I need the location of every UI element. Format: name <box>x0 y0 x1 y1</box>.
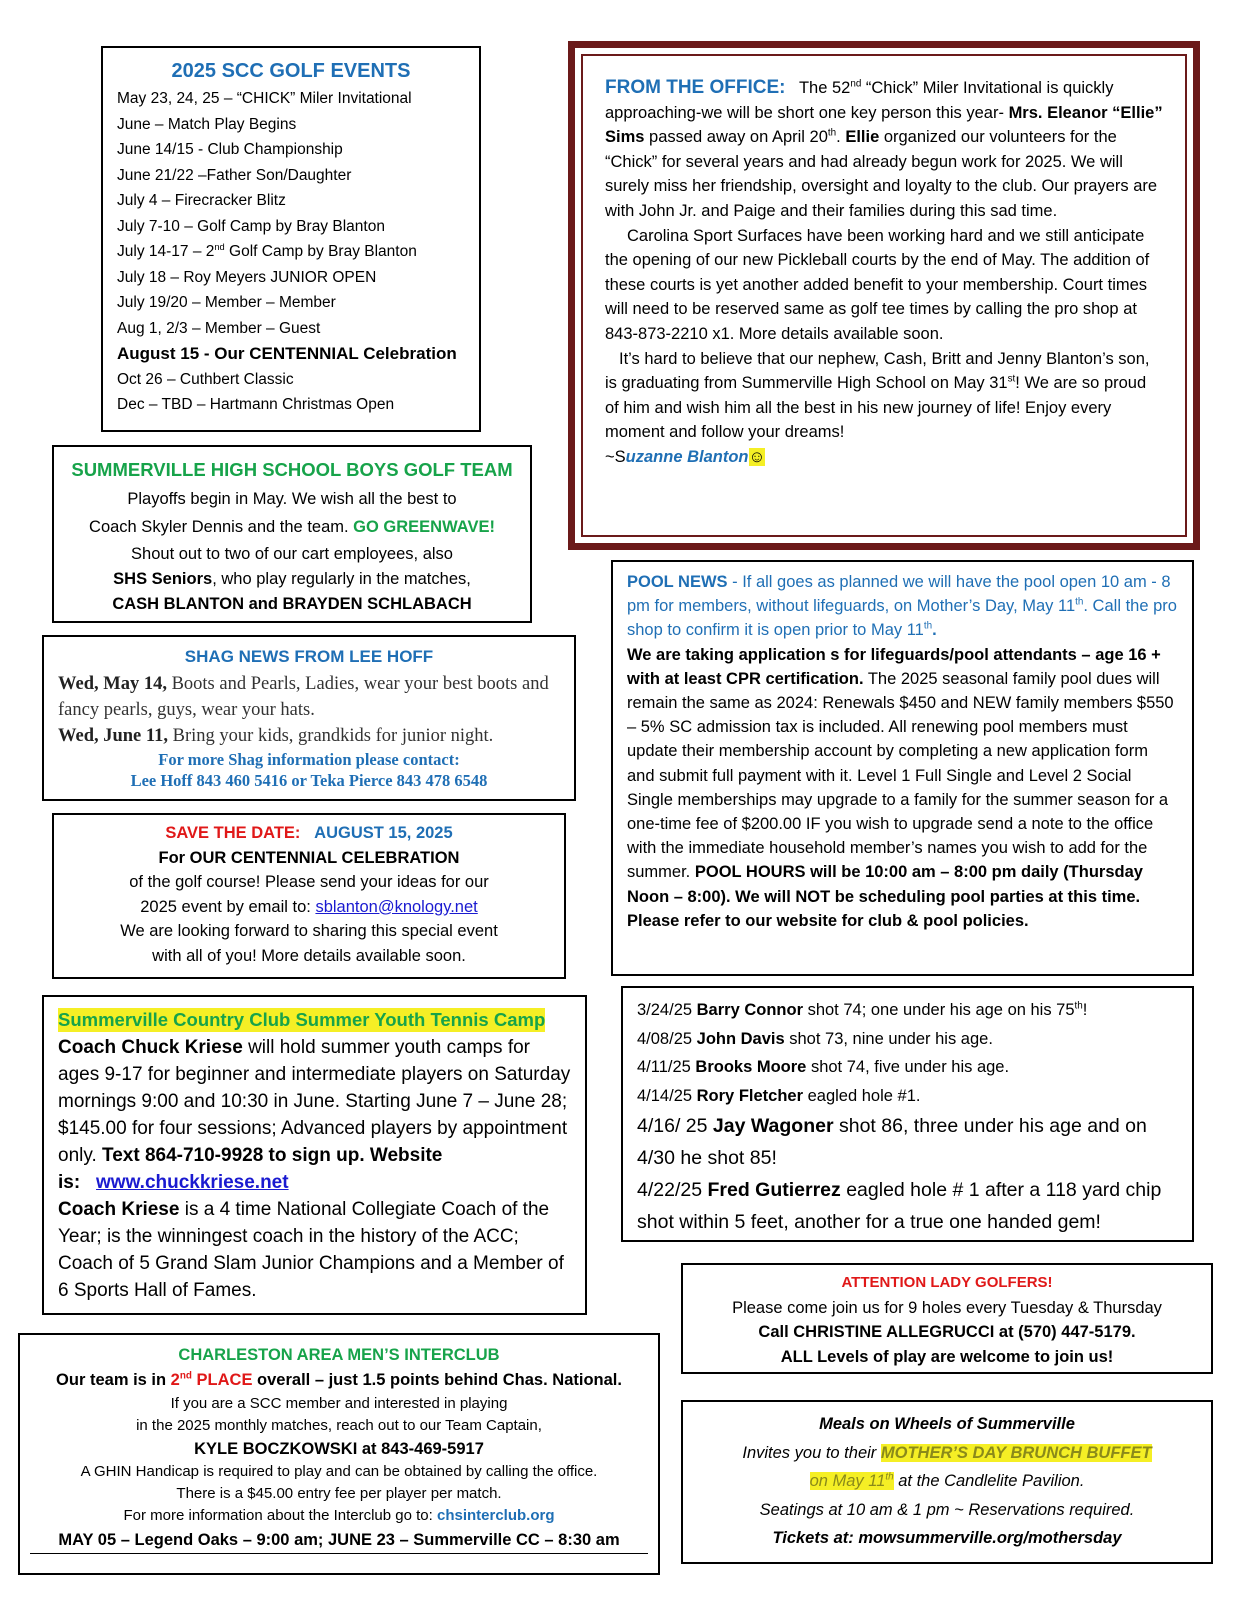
lady-golfers-line: ALL Levels of play are welcome to join us! <box>780 1347 1114 1366</box>
golf-event-item: July 4 – Firecracker Blitz <box>117 192 286 209</box>
high-school-golf-box <box>52 445 532 623</box>
golf-achievements-box <box>621 986 1194 1242</box>
meals-on-wheels-box <box>681 1400 1213 1564</box>
office-paragraph-1: FROM THE OFFICE: The 52nd “Chick” Miler Invitational is quickly approaching-we will be short one key person this year- Mrs. Eleanor “Ellie” Sims passed away on April 20th. Ellie organized our volunteers for the “Chick” for several years and had already begun work for 2025. We will surely miss her friendship, oversight and loyalty to the club. Our prayers are with John Jr. and Paige and their families during this sad time. <box>605 77 1163 220</box>
achievement-item: 4/14/25 Rory Fletcher eagled hole #1. <box>637 1086 921 1105</box>
shs-line: Coach Skyler Dennis and the team. GO GREENWAVE! <box>89 518 495 536</box>
email-link[interactable]: sblanton@knology.net <box>315 897 478 916</box>
meals-tickets: Tickets at: mowsummerville.org/mothersday <box>772 1529 1122 1547</box>
interclub-schedule: MAY 05 – Legend Oaks – 9:00 am; JUNE 23 – Summerville CC – 8:30 am <box>30 1527 648 1554</box>
shs-line: SHS Seniors, who play regularly in the matches, <box>113 570 471 588</box>
shag-news-box <box>42 635 576 801</box>
golf-event-item: May 23, 24, 25 – “CHICK” Miler Invitational <box>117 90 412 107</box>
website-link[interactable]: www.chuckkriese.net <box>96 1172 289 1193</box>
meals-title: Meals on Wheels of Summerville <box>819 1415 1075 1433</box>
office-paragraph-3: It’s hard to believe that our nephew, Cash, Britt and Jenny Blanton’s son, is graduating from Summerville High School on May 31st! We are so proud of him and wish him all the best in his new journey of life! Enjoy every moment and follow your dreams! <box>605 349 1150 442</box>
shs-cheer: GO GREENWAVE! <box>353 518 495 536</box>
shs-seniors-names: CASH BLANTON and BRAYDEN SCHLABACH <box>112 595 472 613</box>
meals-line: Invites you to their MOTHER’S DAY BRUNCH BUFFET <box>742 1443 1152 1462</box>
smiley-icon: ☺ <box>748 447 766 466</box>
golf-event-item: Aug 1, 2/3 – Member – Guest <box>117 319 321 337</box>
save-the-date-box <box>52 813 566 979</box>
interclub-line: A GHIN Handicap is required to play and can be obtained by calling the office. <box>80 1463 598 1480</box>
office-title: FROM THE OFFICE: <box>605 77 786 98</box>
save-date-line: with all of you! More details available soon. <box>152 946 466 965</box>
lady-golfers-contact: Call CHRISTINE ALLEGRUCCI at (570) 447-5179. <box>758 1323 1136 1341</box>
interclub-line: For more information about the Interclub go to: chsinterclub.org <box>123 1507 555 1524</box>
golf-event-item: June 14/15 - Club Championship <box>117 141 343 158</box>
interclub-box <box>18 1333 660 1575</box>
tennis-bio: Coach Kriese is a 4 time National Collegiate Coach of the Year; is the winningest coach in the history of the ACC; Coach of 5 Grand Slam Junior Champions and a Member of 6 Sports Hall of Fames. <box>58 1199 564 1301</box>
shs-title: SUMMERVILLE HIGH SCHOOL BOYS GOLF TEAM <box>71 459 513 480</box>
interclub-title: CHARLESTON AREA MEN’S INTERCLUB <box>178 1346 500 1364</box>
golf-events-title: 2025 SCC GOLF EVENTS <box>171 60 411 82</box>
shag-event: Wed, May 14, Boots and Pearls, Ladies, wear your best boots and fancy pearls, guys, wear your hats. <box>58 674 549 720</box>
achievement-item: 4/08/25 John Davis shot 73, nine under his age. <box>637 1029 993 1048</box>
save-date-heading: SAVE THE DATE: AUGUST 15, 2025 <box>165 824 453 842</box>
pool-news-box <box>611 560 1194 976</box>
golf-event-item: June – Match Play Begins <box>117 115 297 133</box>
tickets-link[interactable]: mowsummerville.org/mothersday <box>858 1529 1122 1547</box>
tennis-title: Summerville Country Club Summer Youth Tennis Camp <box>58 1009 546 1030</box>
achievement-item: 3/24/25 Barry Connor shot 74; one under his age on his 75th! <box>637 1000 1088 1019</box>
golf-event-item: July 14-17 – 2nd Golf Camp by Bray Blanton <box>117 241 417 260</box>
office-signature: ~Suzanne Blanton☺ <box>605 447 766 466</box>
save-date-line: of the golf course! Please send your ideas for our <box>129 873 489 891</box>
golf-event-item: July 7-10 – Golf Camp by Bray Blanton <box>117 217 385 235</box>
golf-event-item: July 19/20 – Member – Member <box>117 294 336 311</box>
interclub-line: in the 2025 monthly matches, reach out to our Team Captain, <box>136 1417 542 1434</box>
shs-line: Playoffs begin in May. We wish all the best to <box>127 490 457 508</box>
golf-event-item: Dec – TBD – Hartmann Christmas Open <box>117 396 395 413</box>
meals-line: Seatings at 10 am & 1 pm ~ Reservations required. <box>759 1500 1135 1519</box>
office-paragraph-2: Carolina Sport Surfaces have been working hard and we still anticipate the opening of our new Pickleball courts by the end of May. The addition of these courts is yet another added benefit to your membership. Court times will need to be reserved same as golf tee times by calling the pro shop at 843-873-2210 x1. More details available soon. <box>605 226 1150 343</box>
interclub-line: There is a $45.00 entry fee per player per match. <box>176 1485 502 1502</box>
shag-body <box>58 671 560 749</box>
interclub-line: If you are a SCC member and interested in playing <box>170 1395 508 1412</box>
shag-title: SHAG NEWS FROM LEE HOFF <box>184 647 434 666</box>
save-date-line: We are looking forward to sharing this special event <box>120 922 498 940</box>
from-the-office-box <box>568 41 1200 550</box>
pool-title: POOL NEWS <box>627 573 728 591</box>
office-inner-frame <box>581 54 1187 537</box>
interclub-site-link[interactable]: chsinterclub.org <box>436 1507 555 1524</box>
save-date-line: 2025 event by email to: sblanton@knology.net <box>140 897 478 916</box>
lady-golfers-box <box>681 1263 1213 1374</box>
achievement-item: 4/16/ 25 Jay Wagoner shot 86, three under his age and on 4/30 he shot 85! <box>637 1115 1147 1169</box>
meals-line: on May 11th at the Candlelite Pavilion. <box>809 1471 1085 1490</box>
golf-event-item-centennial: August 15 - Our CENTENNIAL Celebration <box>117 344 457 363</box>
shag-event: Wed, June 11, Bring your kids, grandkids for junior night. <box>58 726 494 746</box>
tennis-body: Coach Chuck Kriese will hold summer youth camps for ages 9-17 for beginner and intermediate players on Saturday mornings 9:00 and 10:30 in June. Starting June 7 – June 28; $145.00 for four sessions; Advanced players by appointment only. Text 864-710-9928 to sign up. Website is: www.chuckkriese.net <box>58 1037 571 1193</box>
golf-events-box <box>101 46 481 432</box>
office-name-ellie: Mrs. Eleanor “Ellie” Sims <box>605 103 1163 147</box>
achievement-item: 4/11/25 Brooks Moore shot 74, five under his age. <box>637 1058 1010 1076</box>
golf-event-item: Oct 26 – Cuthbert Classic <box>117 370 294 388</box>
pool-body: We are taking application s for lifeguards/pool attendants – age 16 + with at least CPR certification. The 2025 seasonal family pool dues will remain the same as 2024: Renewals $450 and NEW family members $550 – 5% SC admission tax is included. All renewing pool members must update their membership account by completing a new application form and submit full payment with it. Level 1 Full Single and Level 2 Social Single memberships may upgrade to a family for the summer season for a one-time fee of $200.00 IF you wish to upgrade send a note to the office with the immediate household member’s names you wish to add for the summer. POOL HOURS will be 10:00 am – 8:00 pm daily (Thursday Noon – 8:00). We will NOT be scheduling pool parties at this time. Please refer to our website for club & pool policies. <box>627 645 1174 930</box>
golf-event-item: June 21/22 –Father Son/Daughter <box>117 166 352 184</box>
golf-event-item: July 18 – Roy Meyers JUNIOR OPEN <box>117 268 377 286</box>
achievement-item: 4/22/25 Fred Gutierrez eagled hole # 1 after a 118 yard chip shot within 5 feet, another for a true one handed gem! <box>637 1179 1162 1233</box>
pool-intro: POOL NEWS - If all goes as planned we will have the pool open 10 am - 8 pm for members, without lifeguards, on Mother’s Day, May 11th. Call the pro shop to confirm it is open prior to May 11th. <box>627 573 1177 640</box>
save-date-line: For OUR CENTENNIAL CELEBRATION <box>158 848 460 867</box>
interclub-captain: KYLE BOCZKOWSKI at 843-469-5917 <box>194 1440 484 1458</box>
shs-line: Shout out to two of our cart employees, also <box>131 545 453 563</box>
interclub-standing: Our team is in 2nd PLACE overall – just 1.5 points behind Chas. National. <box>56 1370 622 1389</box>
lady-golfers-line: Please come join us for 9 holes every Tuesday & Thursday <box>732 1298 1162 1317</box>
shag-contact: For more Shag information please contact: Lee Hoff 843 460 5416 or Teka Pierce 843 478 6548 <box>130 750 488 790</box>
lady-golfers-title: ATTENTION LADY GOLFERS! <box>841 1274 1053 1291</box>
tennis-camp-box <box>42 995 587 1315</box>
